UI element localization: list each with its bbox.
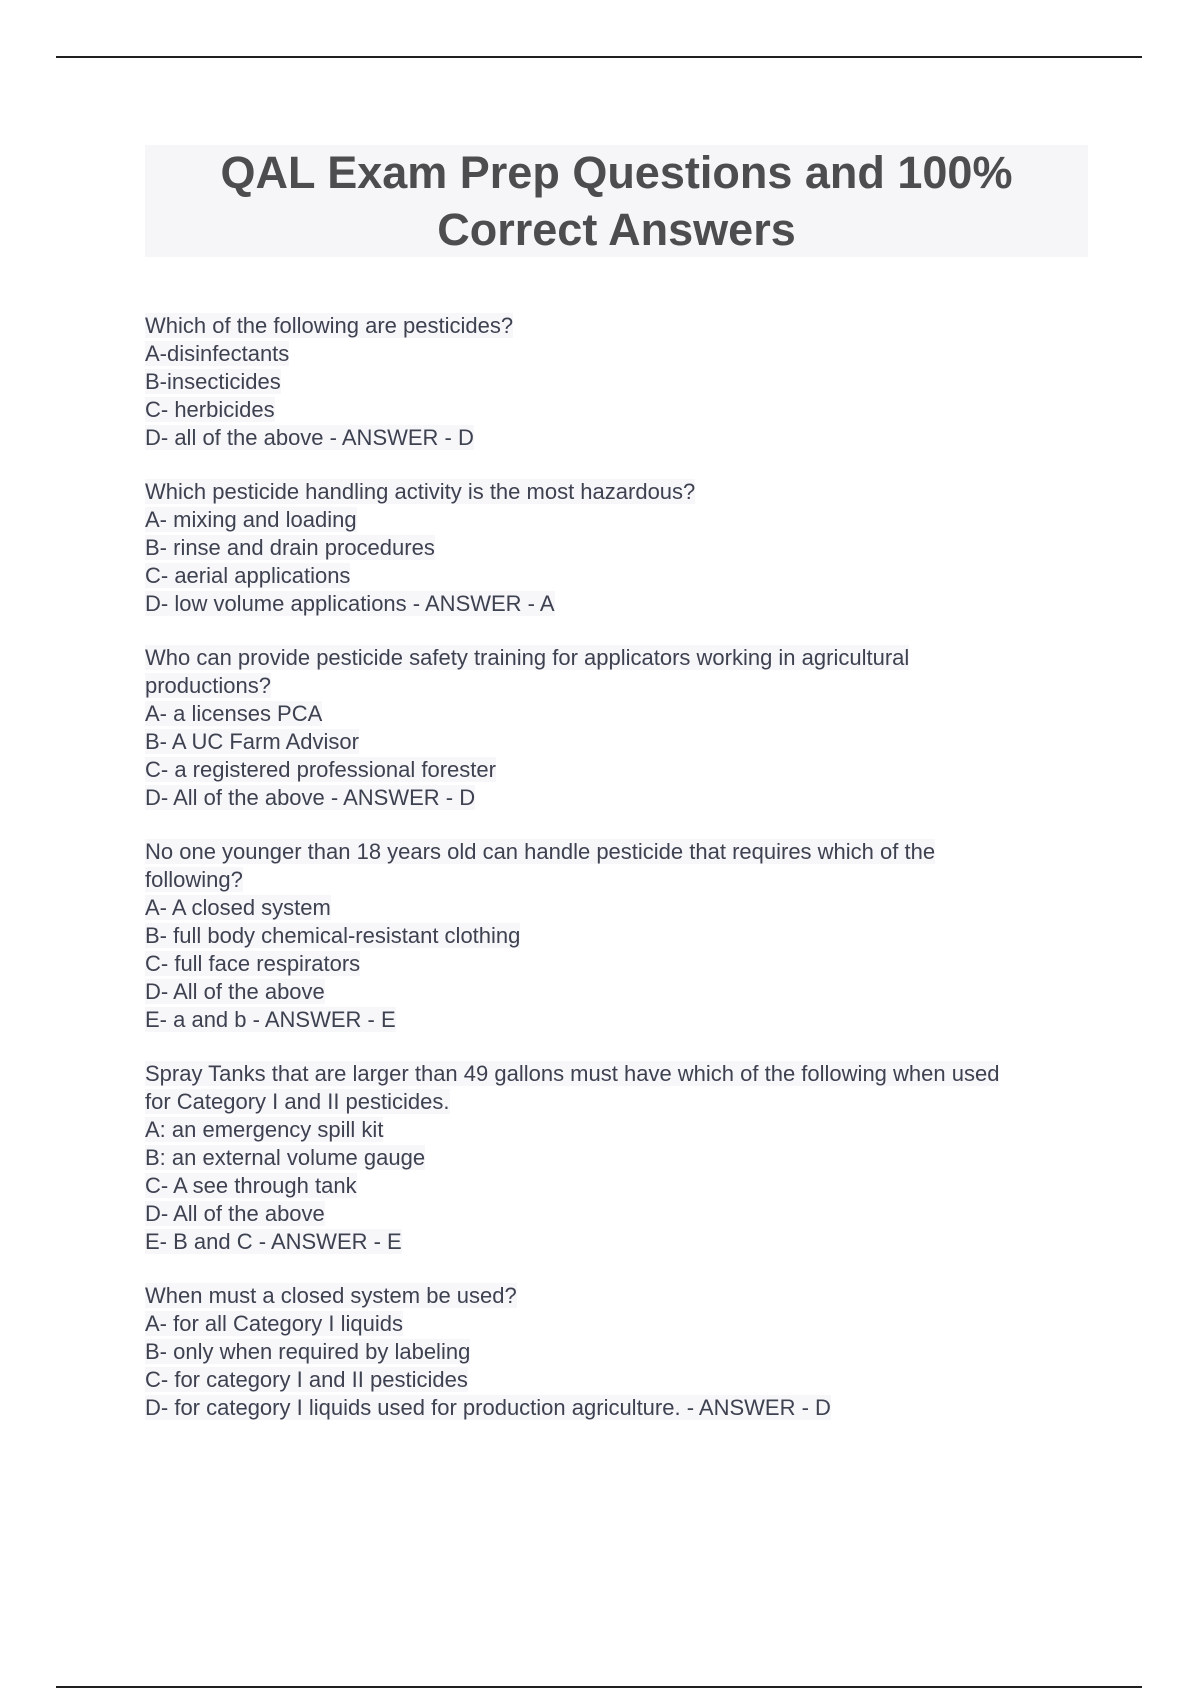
answer-option: C- aerial applications xyxy=(145,563,351,588)
answer-option: B-insecticides xyxy=(145,369,281,394)
answer-option-with-answer: E- a and b - ANSWER - E xyxy=(145,1007,396,1032)
question-text: Who can provide pesticide safety training for applicators working in agricultural xyxy=(145,645,910,670)
question-text: following? xyxy=(145,867,243,892)
question-text: Spray Tanks that are larger than 49 gallons must have which of the following when used xyxy=(145,1061,1000,1086)
answer-option-with-answer: D- all of the above - ANSWER - D xyxy=(145,425,474,450)
answer-option-with-answer: D- low volume applications - ANSWER - A xyxy=(145,591,555,616)
answer-option: D- All of the above xyxy=(145,979,325,1004)
question-1 xyxy=(145,312,1095,452)
answer-option-with-answer: D- for category I liquids used for production agriculture. - ANSWER - D xyxy=(145,1395,831,1420)
answer-option: A- mixing and loading xyxy=(145,507,357,532)
question-text: Which of the following are pesticides? xyxy=(145,313,514,338)
answer-option: B- rinse and drain procedures xyxy=(145,535,435,560)
answer-option: D- All of the above xyxy=(145,1201,325,1226)
question-text: for Category I and II pesticides. xyxy=(145,1089,450,1114)
answer-option: C- A see through tank xyxy=(145,1173,357,1198)
answer-option: A- a licenses PCA xyxy=(145,701,323,726)
document-title: QAL Exam Prep Questions and 100% Correct Answers xyxy=(220,147,1013,255)
answer-option: C- full face respirators xyxy=(145,951,361,976)
answer-option: A- for all Category I liquids xyxy=(145,1311,403,1336)
answer-option: A- A closed system xyxy=(145,895,331,920)
answer-option: B: an external volume gauge xyxy=(145,1145,426,1170)
answer-option: B- only when required by labeling xyxy=(145,1339,471,1364)
bottom-rule xyxy=(56,1686,1142,1688)
question-4 xyxy=(145,838,1095,1034)
question-text: Which pesticide handling activity is the most hazardous? xyxy=(145,479,696,504)
title-block xyxy=(145,145,1088,257)
top-rule xyxy=(56,56,1142,58)
question-2 xyxy=(145,478,1095,618)
answer-option: B- full body chemical-resistant clothing xyxy=(145,923,521,948)
answer-option: C- a registered professional forester xyxy=(145,757,496,782)
question-text: When must a closed system be used? xyxy=(145,1283,517,1308)
answer-option-with-answer: E- B and C - ANSWER - E xyxy=(145,1229,402,1254)
answer-option: B- A UC Farm Advisor xyxy=(145,729,359,754)
question-5 xyxy=(145,1060,1095,1256)
question-text: No one younger than 18 years old can handle pesticide that requires which of the xyxy=(145,839,936,864)
answer-option: C- herbicides xyxy=(145,397,275,422)
question-6 xyxy=(145,1282,1095,1422)
question-list xyxy=(145,312,1095,1448)
question-text: productions? xyxy=(145,673,271,698)
answer-option: A: an emergency spill kit xyxy=(145,1117,384,1142)
answer-option: A-disinfectants xyxy=(145,341,290,366)
question-3 xyxy=(145,644,1095,812)
answer-option-with-answer: D- All of the above - ANSWER - D xyxy=(145,785,476,810)
answer-option: C- for category I and II pesticides xyxy=(145,1367,468,1392)
